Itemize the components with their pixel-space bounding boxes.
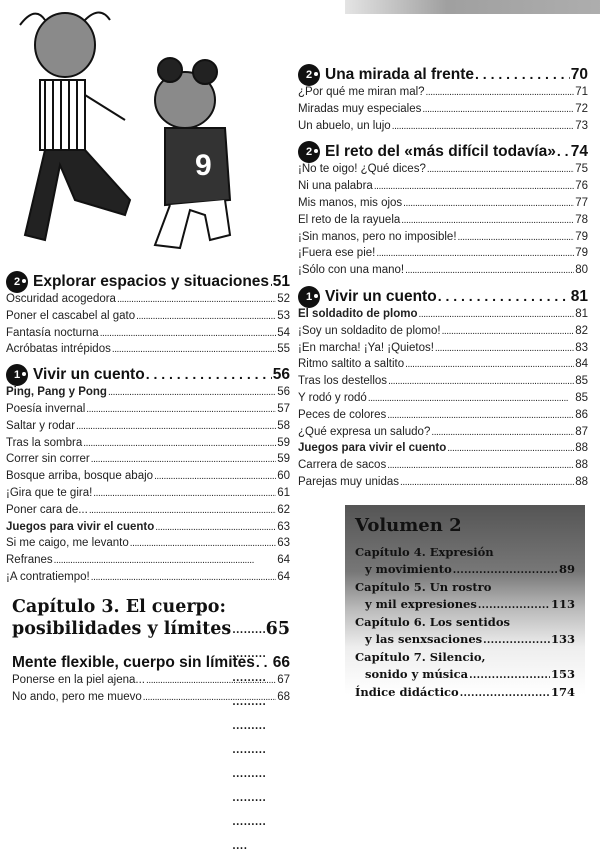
jersey-number: 9 xyxy=(195,149,212,182)
entry-label: Índice didáctico xyxy=(355,685,459,699)
dot-leader xyxy=(431,426,574,438)
entry-label: Mis manos, mis ojos xyxy=(298,196,403,209)
entry-page: 63 xyxy=(277,537,290,550)
entry-label: y movimiento xyxy=(365,562,452,576)
toc-entry[interactable] xyxy=(6,420,290,437)
entry-label: ¿Por qué me miran mal? xyxy=(298,86,425,98)
entry-page: 79 xyxy=(575,247,588,260)
entry-page: 87 xyxy=(575,425,588,438)
entry-label: Acróbatas intrépidos xyxy=(6,343,111,356)
entry-label: ¡Sin manos, pero no imposible! xyxy=(298,230,457,243)
dot-leader xyxy=(256,654,272,672)
entry-page: 61 xyxy=(277,486,290,499)
entry-page: 58 xyxy=(277,419,290,432)
toc-entry[interactable] xyxy=(6,537,290,554)
toc-entry[interactable] xyxy=(6,327,290,344)
entry-line1: Capítulo 6. Los sentidos xyxy=(355,615,510,629)
toc-entry[interactable] xyxy=(6,521,290,538)
toc-entry[interactable] xyxy=(298,409,588,426)
dot-leader xyxy=(108,386,276,398)
entry-label: Si me caigo, me levanto xyxy=(6,537,129,550)
entry-page: 79 xyxy=(575,230,588,243)
entry-page: 75 xyxy=(575,163,588,176)
entry-label: ¿Qué expresa un saludo? xyxy=(298,425,431,438)
toc-entry[interactable] xyxy=(298,426,588,443)
toc-entry[interactable] xyxy=(298,264,588,281)
toc-entry[interactable] xyxy=(6,470,290,487)
dot-leader xyxy=(89,504,276,516)
dot-leader xyxy=(447,442,574,454)
toc-entry[interactable] xyxy=(6,386,290,403)
toc-entry[interactable] xyxy=(298,392,588,409)
entry-label: sonido y música xyxy=(365,667,469,681)
dot-leader xyxy=(83,437,276,449)
entry-label: ¡Gira que te gira! xyxy=(6,486,93,499)
toc-entry[interactable] xyxy=(298,180,588,197)
dot-leader xyxy=(143,691,276,703)
toc-entry[interactable] xyxy=(298,197,588,214)
section-page: 74 xyxy=(570,143,588,161)
dot-leader xyxy=(460,684,550,702)
entry-page: 62 xyxy=(277,503,290,516)
dot-leader xyxy=(387,459,574,471)
entry-line1: Capítulo 4. Expresión xyxy=(355,545,494,559)
children-dancing-illustration xyxy=(5,0,275,265)
section-title: Vivir un cuento xyxy=(325,287,437,305)
dot-leader xyxy=(426,86,575,98)
dot-leader xyxy=(422,103,574,115)
dot-leader xyxy=(93,487,276,499)
entry-label: ¡No te oigo! ¿Qué dices? xyxy=(298,163,426,176)
section-heading[interactable] xyxy=(298,141,588,163)
section-page: 56 xyxy=(272,366,290,384)
entry-page: 77 xyxy=(575,196,588,209)
dot-leader xyxy=(54,554,277,566)
toc-entry[interactable] xyxy=(6,293,290,310)
entry-page: 153 xyxy=(550,667,575,681)
mente-flexible-section xyxy=(12,652,290,708)
toc-entry[interactable] xyxy=(6,437,290,454)
toc-entry[interactable] xyxy=(298,120,588,137)
section-page: 81 xyxy=(570,287,588,305)
entry-page: 76 xyxy=(575,180,588,193)
entry-page: 88 xyxy=(575,459,588,472)
section-page: 51 xyxy=(272,273,290,290)
entry-label: ¡En marcha! ¡Ya! ¡Quietos! xyxy=(298,341,434,354)
entry-page: 71 xyxy=(575,86,588,98)
toc-entry[interactable] xyxy=(298,342,588,359)
entry-label: Juegos para vivir el cuento xyxy=(6,520,155,533)
entry-page: 78 xyxy=(575,213,588,226)
dot-leader xyxy=(405,358,574,370)
level-badge-icon: 2 xyxy=(298,141,320,163)
toc-section xyxy=(298,64,588,136)
entry-page: 86 xyxy=(575,408,588,421)
dot-leader xyxy=(403,197,574,209)
toc-entry[interactable] xyxy=(12,691,290,708)
entry-label: Ping, Pang y Pong xyxy=(6,386,107,399)
dot-leader xyxy=(376,247,574,259)
volume-entry[interactable] xyxy=(355,614,575,649)
entry-label: ¡Sólo con una mano! xyxy=(298,264,405,277)
dot-leader xyxy=(400,476,574,488)
left-column xyxy=(6,271,290,592)
section-title: El reto del «más difícil todavía» xyxy=(325,143,556,161)
entry-label: No ando, pero me muevo xyxy=(12,690,142,703)
entry-page: 59 xyxy=(277,453,290,466)
chapter-3-heading[interactable]: Capítulo 3. El cuerpo: posibilidades y límites . . . 65 xyxy=(12,596,290,858)
toc-entry[interactable] xyxy=(6,343,290,360)
dot-leader xyxy=(270,273,272,291)
toc-entry[interactable] xyxy=(298,231,588,248)
toc-entry[interactable] xyxy=(6,571,290,588)
toc-entry[interactable] xyxy=(6,487,290,504)
entry-label: Ritmo saltito a saltito xyxy=(298,358,405,371)
toc-entry[interactable] xyxy=(6,403,290,420)
dot-leader xyxy=(469,666,550,684)
entry-page: 68 xyxy=(277,690,290,703)
entry-page: 85 xyxy=(575,391,588,404)
entry-label: Ni una palabra xyxy=(298,180,373,193)
entry-label: El soldadito de plomo xyxy=(298,307,418,320)
dot-leader xyxy=(418,308,574,320)
volume-entry[interactable] xyxy=(355,544,575,579)
entry-label: Juegos para vivir el cuento xyxy=(298,442,447,455)
entry-label: Correr sin correr xyxy=(6,453,90,466)
dot-leader xyxy=(154,470,276,482)
dot-leader xyxy=(117,293,276,305)
entry-page: 88 xyxy=(575,442,588,455)
section-title: Una mirada al frente xyxy=(325,66,475,83)
entry-label: Carrera de sacos xyxy=(298,459,387,472)
entry-label: Miradas muy especiales xyxy=(298,102,422,115)
entry-page: 80 xyxy=(575,264,588,277)
dot-leader xyxy=(91,571,276,583)
dot-leader xyxy=(435,342,574,354)
entry-label: Fantasía nocturna xyxy=(6,326,99,339)
toc-section xyxy=(298,286,588,493)
dot-leader xyxy=(442,325,575,337)
dot-leader xyxy=(155,521,276,533)
section-title: Vivir un cuento xyxy=(33,366,145,384)
entry-page: 85 xyxy=(575,375,588,388)
entry-page: 60 xyxy=(277,470,290,483)
entry-label: ¡Fuera ese pie! xyxy=(298,247,376,260)
entry-page: 84 xyxy=(575,358,588,371)
entry-page: 83 xyxy=(575,341,588,354)
dot-leader xyxy=(458,231,575,243)
entry-label: Saltar y rodar xyxy=(6,419,76,432)
dot-leader xyxy=(401,214,574,226)
toc-entry[interactable] xyxy=(298,86,588,103)
toc-entry[interactable] xyxy=(6,554,290,571)
toc-section xyxy=(298,141,588,281)
volume-entry[interactable] xyxy=(355,684,575,702)
dot-leader xyxy=(130,537,276,549)
entry-label: Peces de colores xyxy=(298,408,387,421)
section-title: Explorar espacios y situaciones xyxy=(33,273,270,290)
level-badge-icon: 2 xyxy=(6,271,28,293)
section-heading[interactable] xyxy=(6,364,290,386)
section-title: Mente flexible, cuerpo sin límites xyxy=(12,654,255,671)
toc-entry[interactable] xyxy=(298,375,588,392)
entry-page: 73 xyxy=(575,119,588,132)
section-page: 70 xyxy=(570,66,588,83)
volume-title: Volumen 2 xyxy=(355,515,462,536)
toc-entry[interactable] xyxy=(298,103,588,120)
scan-edge xyxy=(345,0,600,14)
entry-page: 57 xyxy=(277,402,290,415)
entry-label: Refranes xyxy=(6,554,53,567)
toc-entry[interactable] xyxy=(6,310,290,327)
entry-line2 xyxy=(355,631,575,649)
entry-label: Tras los destellos xyxy=(298,375,388,388)
entry-page: 113 xyxy=(550,597,575,611)
entry-label: Un abuelo, un lujo xyxy=(298,119,391,132)
entry-line2 xyxy=(355,684,575,702)
entry-label: Poner cara de... xyxy=(6,503,88,516)
dot-leader xyxy=(392,120,574,132)
dot-leader xyxy=(146,674,276,686)
entry-page: 81 xyxy=(575,307,588,320)
entry-page: 89 xyxy=(558,562,575,576)
dot-leader xyxy=(112,343,276,355)
dot-leader xyxy=(438,288,570,306)
dot-leader xyxy=(374,180,574,192)
dot-leader xyxy=(427,163,574,175)
entry-page: 72 xyxy=(575,102,588,115)
dot-leader xyxy=(483,631,550,649)
entry-page: 63 xyxy=(277,520,290,533)
toc-entry[interactable] xyxy=(298,325,588,342)
entry-page: 133 xyxy=(550,632,575,646)
entry-line2 xyxy=(355,561,575,579)
entry-page: 55 xyxy=(277,343,290,356)
entry-page: 64 xyxy=(277,554,290,567)
toc-entry[interactable] xyxy=(298,247,588,264)
dot-leader xyxy=(86,403,276,415)
entry-label: ¡Soy un soldadito de plomo! xyxy=(298,324,441,337)
entry-page: 56 xyxy=(277,386,290,399)
entry-page: 88 xyxy=(575,475,588,488)
section-heading[interactable] xyxy=(298,64,588,86)
toc-entry[interactable] xyxy=(298,163,588,180)
entry-line1: Capítulo 5. Un rostro xyxy=(355,580,492,594)
volume-entry[interactable] xyxy=(355,649,575,684)
dot-leader xyxy=(557,143,570,161)
entry-label: Ponerse en la piel ajena... xyxy=(12,674,145,686)
dot-leader xyxy=(387,409,574,421)
entry-label: y mil expresiones xyxy=(365,597,477,611)
toc-entry[interactable] xyxy=(298,358,588,375)
toc-entry[interactable] xyxy=(298,308,588,325)
entry-label: Tras la sombra xyxy=(6,436,83,449)
section-heading[interactable] xyxy=(12,652,290,674)
dot-leader xyxy=(475,66,570,84)
entry-page: 67 xyxy=(277,674,290,686)
level-badge-icon: 1 xyxy=(6,364,28,386)
toc-entry[interactable] xyxy=(298,214,588,231)
dot-leader xyxy=(146,366,272,384)
entry-label: Bosque arriba, bosque abajo xyxy=(6,470,154,483)
volume-entry[interactable] xyxy=(355,579,575,614)
dot-leader xyxy=(91,453,276,465)
entry-label: Poner el cascabel al gato xyxy=(6,309,136,322)
entry-label: Parejas muy unidas xyxy=(298,475,399,488)
dot-leader xyxy=(368,392,574,404)
section-heading[interactable] xyxy=(6,271,290,293)
entry-line2 xyxy=(355,666,575,684)
section-page: 66 xyxy=(272,654,290,671)
entry-line1: Capítulo 7. Silencio, xyxy=(355,650,486,664)
level-badge-icon: 1 xyxy=(298,286,320,308)
dot-leader xyxy=(76,420,276,432)
toc-entry[interactable] xyxy=(298,476,588,493)
dot-leader xyxy=(453,561,558,579)
entry-page: 52 xyxy=(277,293,290,305)
toc-entry[interactable] xyxy=(6,504,290,521)
toc-section xyxy=(6,364,290,588)
entry-label: ¡A contratiempo! xyxy=(6,570,90,583)
entry-page: 54 xyxy=(277,326,290,339)
entry-page: 53 xyxy=(277,309,290,322)
toc-entry[interactable] xyxy=(298,459,588,476)
level-badge-icon: 2 xyxy=(298,64,320,86)
entry-page: 59 xyxy=(277,436,290,449)
entry-line2 xyxy=(355,596,575,614)
entry-label: y las senxsaciones xyxy=(365,632,483,646)
dot-leader xyxy=(100,327,277,339)
entry-label: El reto de la rayuela xyxy=(298,213,401,226)
dot-leader xyxy=(136,310,276,322)
volume-2-box xyxy=(345,505,585,699)
entry-label: Oscuridad acogedora xyxy=(6,293,116,305)
entry-page: 174 xyxy=(550,685,575,699)
toc-entry[interactable] xyxy=(298,442,588,459)
toc-section xyxy=(6,271,290,360)
entry-label: Y rodó y rodó xyxy=(298,391,367,404)
dot-leader xyxy=(405,264,574,276)
entry-label: Poesía invernal xyxy=(6,402,86,415)
toc-entry[interactable] xyxy=(6,453,290,470)
toc-entry[interactable] xyxy=(12,674,290,691)
section-heading[interactable] xyxy=(298,286,588,308)
entry-page: 82 xyxy=(575,324,588,337)
entry-page: 64 xyxy=(277,570,290,583)
dot-leader xyxy=(388,375,574,387)
right-column xyxy=(298,64,588,498)
dot-leader xyxy=(478,596,550,614)
